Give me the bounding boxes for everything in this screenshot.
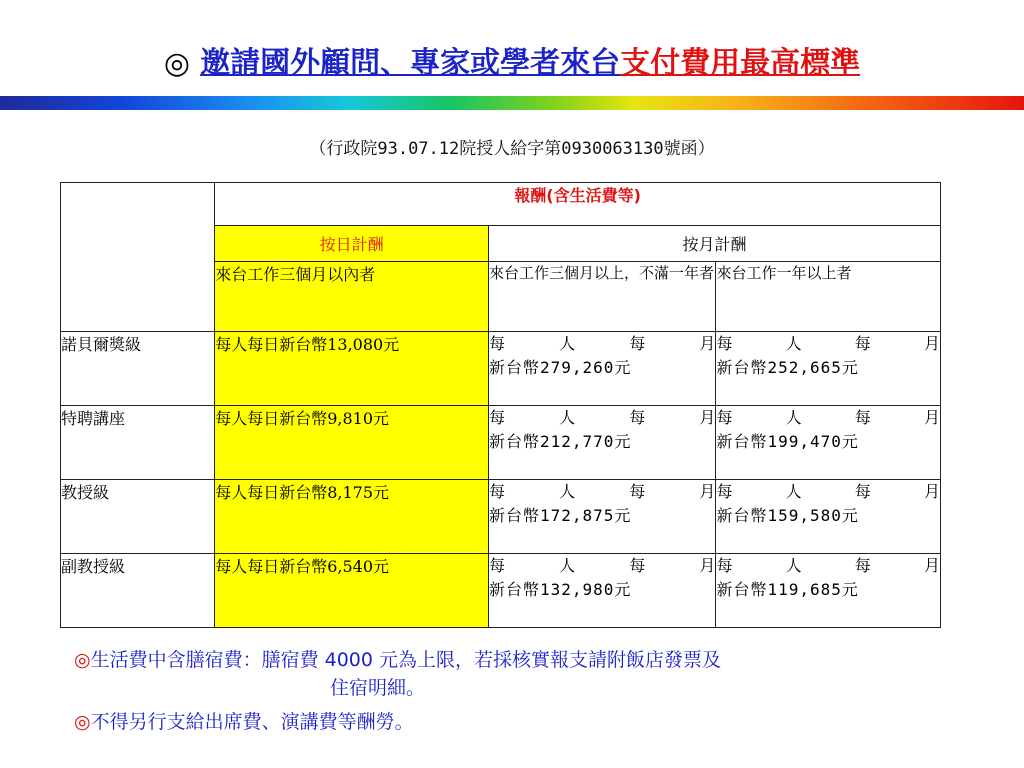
table-row xyxy=(61,406,941,480)
rate-amount: 新台幣279,260元 xyxy=(488,358,632,377)
rate-words: 每 人 每 月 xyxy=(716,408,940,427)
title-blue-text: 邀請國外顧問、專家或學者來台 xyxy=(200,46,621,81)
monthly-rate-1-cell xyxy=(488,332,716,406)
notes-section xyxy=(74,646,954,736)
monthly-rate-1-cell xyxy=(488,406,716,480)
daily-rate-cell: 每人每日新台幣13,080元 xyxy=(215,332,489,406)
rate-words: 每 人 每 月 xyxy=(716,334,940,353)
rainbow-divider xyxy=(0,96,1024,110)
sub-monthly-1: 來台工作三個月以上，不滿一年者 xyxy=(488,262,716,332)
sub-monthly-2: 來台工作一年以上者 xyxy=(716,262,941,332)
rate-amount: 新台幣132,980元 xyxy=(488,580,632,599)
table-row xyxy=(61,332,941,406)
title-red-text: 支付費用最高標準 xyxy=(620,46,861,81)
note-1-line-2: 住宿明細。 xyxy=(330,677,426,699)
sub-daily: 來台工作三個月以內者 xyxy=(215,262,489,332)
title-bullet-icon: ◎ xyxy=(163,46,191,81)
monthly-rate-2-cell xyxy=(716,480,941,554)
level-cell: 副教授級 xyxy=(61,554,215,628)
rate-amount: 新台幣172,875元 xyxy=(488,506,632,525)
note-1 xyxy=(74,646,954,702)
header-remuneration: 報酬(含生活費等) xyxy=(215,183,941,226)
header-monthly: 按月計酬 xyxy=(488,226,940,262)
slide-title xyxy=(0,44,1024,84)
rate-amount: 新台幣119,685元 xyxy=(716,580,859,599)
rate-amount: 新台幣159,580元 xyxy=(716,506,859,525)
level-cell: 教授級 xyxy=(61,480,215,554)
monthly-rate-2-cell xyxy=(716,332,941,406)
rate-words: 每 人 每 月 xyxy=(488,334,716,353)
rate-amount: 新台幣252,665元 xyxy=(716,358,859,377)
rate-words: 每 人 每 月 xyxy=(488,556,716,575)
monthly-rate-1-cell xyxy=(488,554,716,628)
daily-rate-cell: 每人每日新台幣9,810元 xyxy=(215,406,489,480)
rate-words: 每 人 每 月 xyxy=(716,482,940,501)
fee-standard-table xyxy=(60,182,941,628)
note-bullet-icon: ◎ xyxy=(74,711,91,733)
level-cell: 特聘講座 xyxy=(61,406,215,480)
subtitle-reference: （行政院93.07.12院授人給字第0930063130號函） xyxy=(309,139,715,159)
note-2-text: 不得另行支給出席費、演講費等酬勞。 xyxy=(90,711,414,733)
note-bullet-icon: ◎ xyxy=(74,649,91,671)
rate-words: 每 人 每 月 xyxy=(488,482,716,501)
note-1-line-1: 生活費中含膳宿費：膳宿費 4000 元為上限，若採核實報支請附飯店發票及 xyxy=(90,649,722,671)
monthly-rate-1-cell xyxy=(488,480,716,554)
rate-words: 每 人 每 月 xyxy=(488,408,716,427)
table-row xyxy=(61,480,941,554)
rate-amount: 新台幣212,770元 xyxy=(488,432,632,451)
monthly-rate-2-cell xyxy=(716,554,941,628)
note-2 xyxy=(74,708,954,736)
rate-amount: 新台幣199,470元 xyxy=(716,432,859,451)
rate-words: 每 人 每 月 xyxy=(716,556,940,575)
header-daily: 按日計酬 xyxy=(215,226,489,262)
daily-rate-cell: 每人每日新台幣6,540元 xyxy=(215,554,489,628)
monthly-rate-2-cell xyxy=(716,406,941,480)
table-row xyxy=(61,554,941,628)
daily-rate-cell: 每人每日新台幣8,175元 xyxy=(215,480,489,554)
empty-corner-cell xyxy=(61,183,215,332)
level-cell: 諾貝爾獎級 xyxy=(61,332,215,406)
